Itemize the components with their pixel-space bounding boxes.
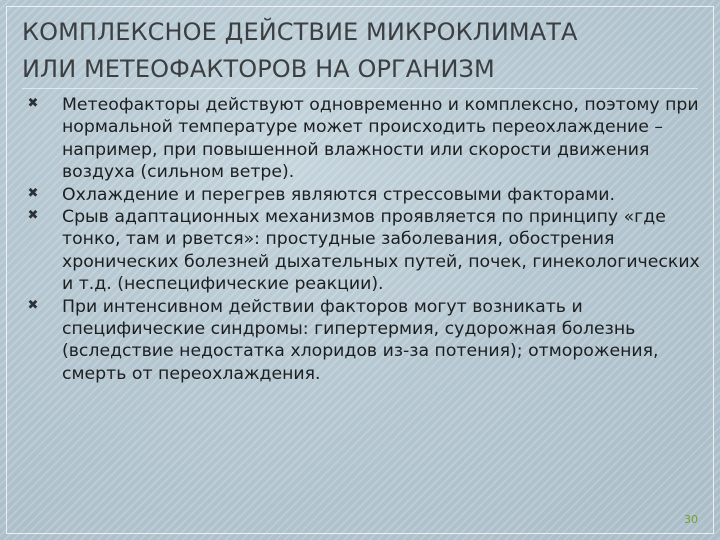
page-number: 30 (684, 513, 698, 526)
bullet-list (22, 94, 702, 385)
bullet-text: При интенсивном действии факторов могут возникать и специфические синдромы: гипертермия, судорожная болезнь (вследствие недостатка хлоридов из-за потения); отморожения, смерть от переохлаждения. (62, 296, 659, 384)
bullet-item (22, 184, 702, 206)
x-mark-icon: ✖ (27, 208, 39, 224)
x-mark-icon: ✖ (27, 185, 39, 201)
bullet-item (22, 296, 702, 386)
bullet-item (22, 94, 702, 184)
bullet-text: Метеофакторы действуют одновременно и комплексно, поэтому при нормальной температуре может происходить переохлаждение – например, при повышенной влажности или скорости движения воздуха (сильном ветре). (62, 95, 699, 183)
slide-title: КОМПЛЕКСНОЕ ДЕЙСТВИЕ МИКРОКЛИМАТА ИЛИ МЕТЕОФАКТОРОВ НА ОРГАНИЗМ (22, 18, 578, 83)
x-mark-icon: ✖ (27, 96, 39, 111)
bullet-text: Охлаждение и перегрев являются стрессовыми факторами. (62, 184, 616, 205)
bullet-text: Срыв адаптационных механизмов проявляется по принципу «где тонко, там и рвется»: простудные заболевания, обострения хронических болезней дыхательных путей, почек, гинекологических и т.д. (неспецифические реакции). (62, 207, 700, 295)
x-mark-icon: ✖ (27, 297, 39, 313)
title-divider (22, 88, 698, 89)
bullet-item (22, 206, 702, 296)
